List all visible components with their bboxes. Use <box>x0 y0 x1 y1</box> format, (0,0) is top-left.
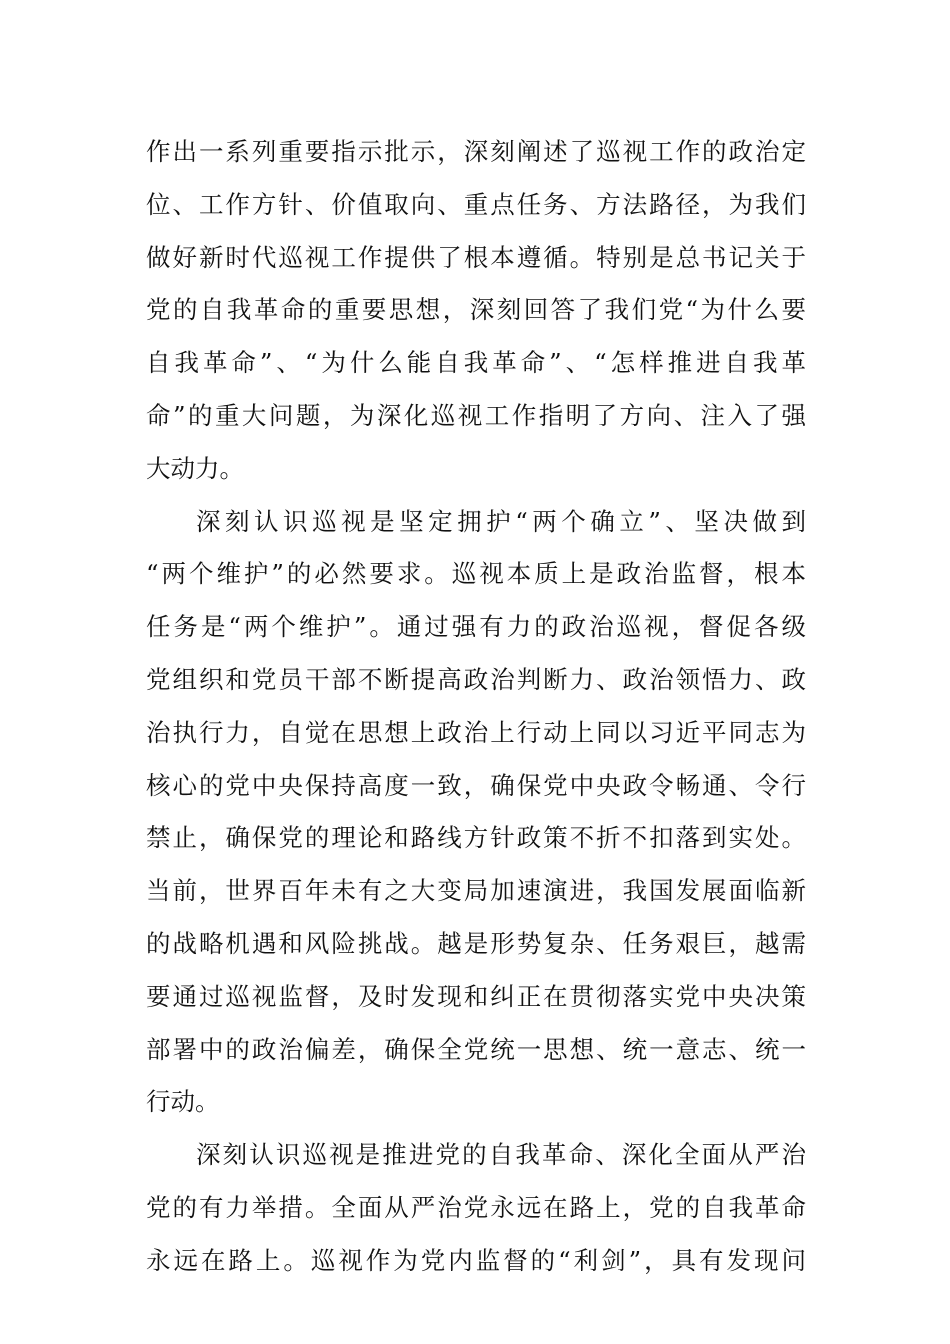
text-line: 做好新时代巡视工作提供了根本遵循。特别是总书记关于 <box>146 242 806 272</box>
text-line: 核心的党中央保持高度一致，确保党中央政令畅通、令行 <box>146 770 806 800</box>
text-line: 行动。 <box>146 1087 220 1117</box>
text-line: 作出一系列重要指示批示，深刻阐述了巡视工作的政治定 <box>146 137 806 166</box>
text-line: 永远在路上。巡视作为党内监督的“利剑”，具有发现问 <box>146 1245 806 1275</box>
text-line: “两个维护”的必然要求。巡视本质上是政治监督，根本 <box>146 559 806 589</box>
document-body <box>146 126 806 1288</box>
text-line: 位、工作方针、价值取向、重点任务、方法路径，为我们 <box>146 189 806 219</box>
paragraph-start-line: 深刻认识巡视是坚定拥护“两个确立”、坚决做到 <box>196 506 806 536</box>
text-line: 党组织和党员干部不断提高政治判断力、政治领悟力、政 <box>146 664 806 694</box>
text-line: 部署中的政治偏差，确保全党统一思想、统一意志、统一 <box>146 1034 806 1064</box>
paragraph-start-line: 深刻认识巡视是推进党的自我革命、深化全面从严治 <box>196 1140 806 1170</box>
text-line: 任务是“两个维护”。通过强有力的政治巡视，督促各级 <box>146 612 806 642</box>
text-line: 禁止，确保党的理论和路线方针政策不折不扣落到实处。 <box>146 823 806 853</box>
text-line: 的战略机遇和风险挑战。越是形势复杂、任务艰巨，越需 <box>146 928 806 958</box>
text-line: 自我革命”、“为什么能自我革命”、“怎样推进自我革 <box>146 348 806 378</box>
text-line: 命”的重大问题，为深化巡视工作指明了方向、注入了强 <box>146 400 806 430</box>
text-line: 治执行力，自觉在思想上政治上行动上同以习近平同志为 <box>146 717 806 747</box>
text-line: 党的有力举措。全面从严治党永远在路上，党的自我革命 <box>146 1192 806 1222</box>
text-line: 大动力。 <box>146 453 244 483</box>
text-line: 当前，世界百年未有之大变局加速演进，我国发展面临新 <box>146 876 806 906</box>
text-line: 党的自我革命的重要思想，深刻回答了我们党“为什么要 <box>146 295 806 325</box>
text-line: 要通过巡视监督，及时发现和纠正在贯彻落实党中央决策 <box>146 981 806 1011</box>
